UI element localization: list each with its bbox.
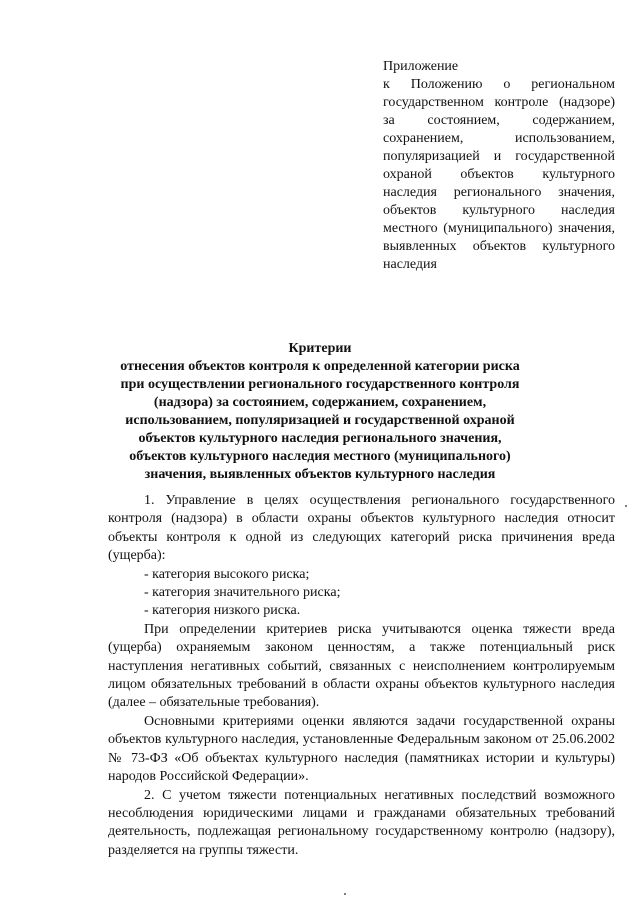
- scan-speck: [344, 893, 346, 895]
- paragraph-3: Основными критериями оценки являются задачи государственной охраны объектов культурного наследия, установленные Федеральным законом от 25.06.2002 № 73-ФЗ «Об объектах культурного наследия (памятниках истории и культуры) народов Российской Федерации».: [108, 713, 615, 785]
- heading-title: Критерии: [288, 341, 352, 356]
- appendix-block: [383, 58, 615, 274]
- appendix-text: к Положению о региональном государственном контроле (надзоре) за состоянием, содержанием, сохранением, использованием, популяризацией и государственной охраной объектов культурного наследия регионального значения, объектов культурного наследия местного (муниципального) значения, выявленных объектов культурного наследия: [383, 77, 615, 272]
- paragraph-2: При определении критериев риска учитываются оценка тяжести вреда (ущерба) охраняемым законом ценностям, а также потенциальный риск наступления негативных событий, связанных с неисполнением контролируемым лицом обязательных требований в области охраны объектов культурного наследия (далее – обязательные требования).: [108, 621, 615, 711]
- scan-speck: [625, 505, 627, 507]
- document-heading: [110, 340, 530, 484]
- paragraph-1: 1. Управление в целях осуществления регионального государственного контроля (надзора) в области охраны объектов культурного наследия относит объекты контроля к одной из следующих категорий риска причинения вреда (ущерба):: [108, 493, 615, 564]
- list-item: - категория высокого риска;: [144, 566, 310, 582]
- paragraph-4: 2. С учетом тяжести потенциальных негативных последствий возможного несоблюдения юридическими лицами и гражданами обязательных требований деятельность, подлежащая региональному государственному контролю (надзору), разделяется на группы тяжести.: [108, 787, 615, 858]
- heading-subtitle: отнесения объектов контроля к определенной категории риска при осуществлении регионального государственного контроля (надзора) за состоянием, содержанием, сохранением, использованием, популяризацией и государственной охраной объектов культурного наследия регионального значения, объектов культурного наследия местного (муниципального) значения, выявленных объектов культурного наследия: [120, 359, 520, 482]
- list-item: - категория значительного риска;: [144, 585, 341, 601]
- document-body: [108, 492, 615, 860]
- appendix-title: Приложение: [383, 59, 459, 74]
- list-item: - категория низкого риска.: [144, 603, 301, 619]
